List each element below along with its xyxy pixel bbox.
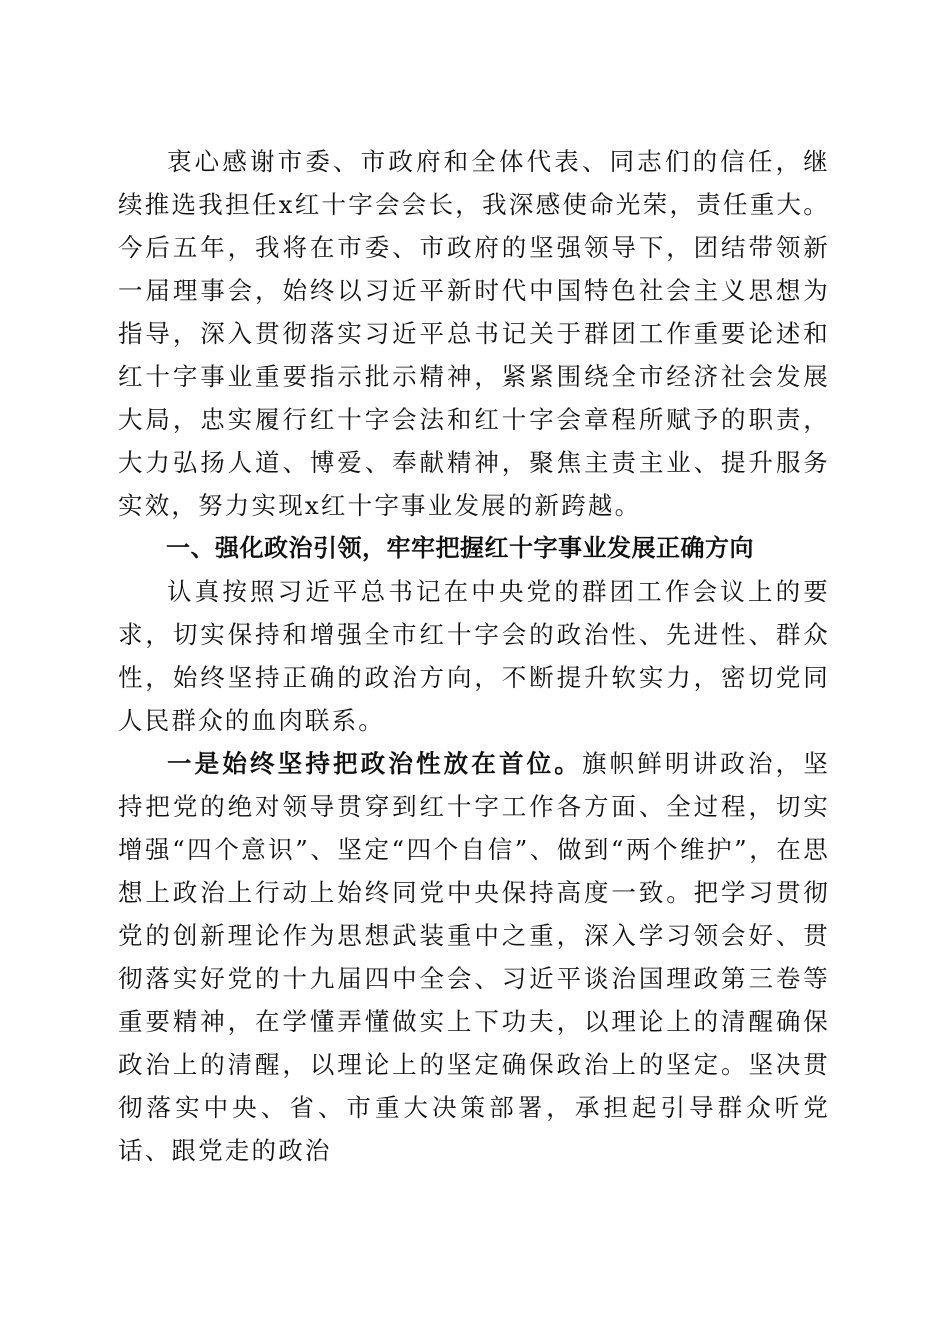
point-1-body: 旗帜鲜明讲政治，坚持把党的绝对领导贯穿到红十字工作各方面、全过程，切实增强“四个意识”、坚定“四个自信”、做到“两个维护”，在思想上政治上行动上始终同党中央保持高度一致。把学习贯彻党的创新理论作为思想武装重中之重，深入学习领会好、贯彻落实好党的十九届四中全会、习近平谈治国理政第三卷等重要精神，在学懂弄懂做实上下功夫，以理论上的清醒确保政治上的清醒，以理论上的坚定确保政治上的坚定。坚决贯彻落实中央、省、市重大决策部署，承担起引导群众听党话、跟党走的政治: [118, 749, 830, 1165]
intro-paragraph: 衷心感谢市委、市政府和全体代表、同志们的信任，继续推选我担任x红十字会会长，我深感使命光荣，责任重大。今后五年，我将在市委、市政府的坚强领导下，团结带领新一届理事会，始终以习近平新时代中国特色社会主义思想为指导，深入贯彻落实习近平总书记关于群团工作重要论述和红十字事业重要指示批示精神，紧紧围绕全市经济社会发展大局，忠实履行红十字会法和红十字会章程所赋予的职责，大力弘扬人道、博爱、奉献精神，聚焦主责主业、提升服务实效，努力实现x红十字事业发展的新跨越。: [118, 147, 830, 520]
document-body: [118, 140, 830, 1172]
point-1-lead: 一是始终坚持把政治性放在首位。: [167, 749, 582, 778]
section-heading-1: 一、强化政治引领，牢牢把握红十字事业发展正确方向: [166, 534, 754, 562]
point-1-paragraph: [118, 742, 830, 1172]
section-1-paragraph: 认真按照习近平总书记在中央党的群团工作会议上的要求，切实保持和增强全市红十字会的政治性、先进性、群众性，始终坚持正确的政治方向，不断提升软实力，密切党同人民群众的血肉联系。: [118, 577, 830, 735]
